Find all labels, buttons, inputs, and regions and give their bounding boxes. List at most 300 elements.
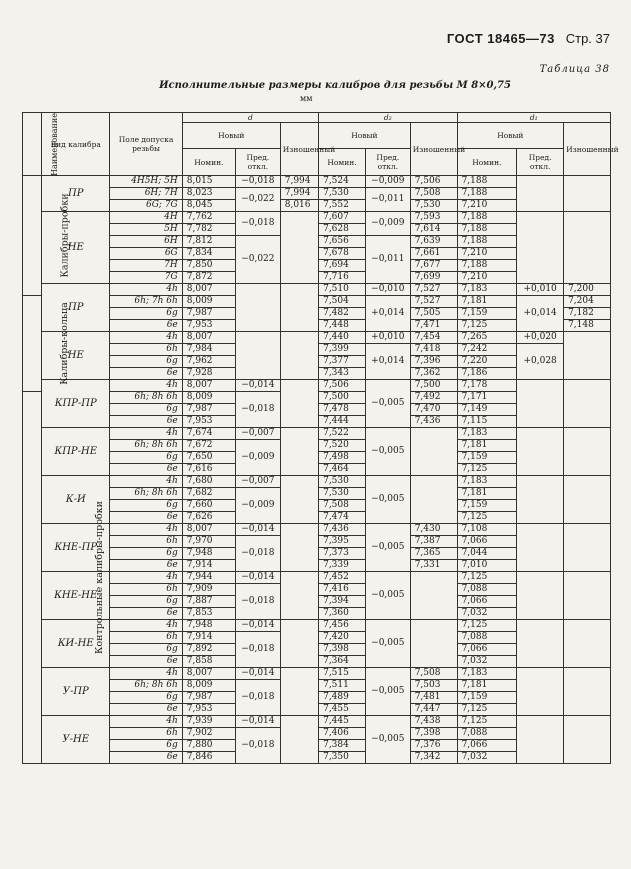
d1-nominal: 7,181 xyxy=(457,296,517,308)
tolerance-field: 4h xyxy=(110,428,182,440)
col-tolerance-header: Поле допуска резьбы xyxy=(110,113,182,176)
d-deviation: −0,018 xyxy=(236,632,281,668)
d2-nominal: 7,520 xyxy=(319,440,366,452)
d2-worn: 7,387 xyxy=(410,536,457,548)
d2-worn: 7,438 xyxy=(410,716,457,728)
calibre-kind: КНЕ-НЕ xyxy=(42,572,110,620)
d2-nominal: 7,530 xyxy=(319,476,366,488)
tolerance-field: 5H xyxy=(110,224,182,236)
d-nominal: 7,850 xyxy=(182,260,235,272)
d1-worn xyxy=(564,176,611,212)
d-nominal: 7,834 xyxy=(182,248,235,260)
d2-nominal: 7,607 xyxy=(319,212,366,224)
d-nominal: 7,987 xyxy=(182,404,235,416)
d1-nominal: 7,125 xyxy=(457,716,517,728)
tolerance-field: 4h xyxy=(110,476,182,488)
d2-worn: 7,471 xyxy=(410,320,457,332)
d2-nominal: 7,445 xyxy=(319,716,366,728)
d2-nominal: 7,343 xyxy=(319,368,366,380)
table-row xyxy=(23,668,611,680)
d1-nominal: 7,032 xyxy=(457,608,517,620)
d-deviation xyxy=(236,332,281,380)
d1-nominal: 7,088 xyxy=(457,728,517,740)
tolerance-field: 6g xyxy=(110,740,182,752)
d2-nominal: 7,504 xyxy=(319,296,366,308)
d1-nominal: 7,210 xyxy=(457,200,517,212)
d-worn xyxy=(280,212,318,284)
d2-nominal: 7,524 xyxy=(319,176,366,188)
d1-nominal: 7,159 xyxy=(457,308,517,320)
d1-deviation: +0,010 xyxy=(517,284,564,296)
d-nominal: 7,858 xyxy=(182,656,235,668)
d-nominal: 7,953 xyxy=(182,320,235,332)
d-worn xyxy=(280,524,318,572)
d1-dev-header: Пред. откл. xyxy=(517,149,564,176)
d2-worn: 7,342 xyxy=(410,752,457,764)
d-nominal: 7,887 xyxy=(182,596,235,608)
d-worn xyxy=(280,380,318,428)
d2-worn-header: Изношенный xyxy=(410,123,457,176)
calibre-kind: У-НЕ xyxy=(42,716,110,764)
calibre-kind: ПР xyxy=(42,176,110,212)
col-d1-header: d₁ xyxy=(457,113,610,123)
d2-worn: 7,436 xyxy=(410,416,457,428)
d2-nominal: 7,694 xyxy=(319,260,366,272)
d-nominal: 7,660 xyxy=(182,500,235,512)
d-nominal: 7,872 xyxy=(182,272,235,284)
table-row xyxy=(23,620,611,632)
calibre-kind: КИ-НЕ xyxy=(42,620,110,668)
d1-nominal: 7,088 xyxy=(457,632,517,644)
d2-nominal: 7,339 xyxy=(319,560,366,572)
d-nominal: 7,948 xyxy=(182,620,235,632)
d1-nominal: 7,115 xyxy=(457,416,517,428)
d2-deviation: −0,005 xyxy=(365,572,410,620)
d1-nominal: 7,032 xyxy=(457,752,517,764)
d2-nominal: 7,416 xyxy=(319,584,366,596)
d-deviation: −0,014 xyxy=(236,572,281,584)
d1-nom-header: Номин. xyxy=(457,149,517,176)
d2-worn: 7,447 xyxy=(410,704,457,716)
d1-worn xyxy=(564,428,611,476)
d2-nominal: 7,448 xyxy=(319,320,366,332)
d2-deviation: +0,014 xyxy=(365,344,410,380)
table-row xyxy=(23,572,611,584)
d2-nominal: 7,716 xyxy=(319,272,366,284)
table-row xyxy=(23,284,611,296)
tolerance-field: 4H xyxy=(110,212,182,224)
d-deviation: −0,014 xyxy=(236,620,281,632)
d1-deviation xyxy=(517,668,564,716)
d-deviation: −0,009 xyxy=(236,488,281,524)
tolerance-field: 6h; 7h 6h xyxy=(110,296,182,308)
d2-worn xyxy=(410,620,457,668)
col-d2-header: d₂ xyxy=(319,113,457,123)
d2-nominal: 7,511 xyxy=(319,680,366,692)
d1-nominal: 7,183 xyxy=(457,284,517,296)
d1-worn xyxy=(564,332,611,380)
tolerance-field: 6e xyxy=(110,752,182,764)
d-nominal: 7,944 xyxy=(182,572,235,584)
d2-worn: 7,430 xyxy=(410,524,457,536)
d1-nominal: 7,159 xyxy=(457,500,517,512)
d1-worn: 7,204 xyxy=(564,296,611,308)
tolerance-field: 4h xyxy=(110,380,182,392)
d-nominal: 7,909 xyxy=(182,584,235,596)
table-body xyxy=(23,176,611,764)
d-nominal: 7,680 xyxy=(182,476,235,488)
d1-nominal: 7,188 xyxy=(457,212,517,224)
d2-nominal: 7,373 xyxy=(319,548,366,560)
calibre-kind: У-ПР xyxy=(42,668,110,716)
d2-nominal: 7,506 xyxy=(319,380,366,392)
tolerance-field: 6e xyxy=(110,608,182,620)
d2-nominal: 7,440 xyxy=(319,332,366,344)
tolerance-field: 6g xyxy=(110,308,182,320)
table-row xyxy=(23,524,611,536)
d2-worn: 7,492 xyxy=(410,392,457,404)
d2-nominal: 7,420 xyxy=(319,632,366,644)
d-nominal: 8,007 xyxy=(182,524,235,536)
tolerance-field: 6h xyxy=(110,536,182,548)
table-row xyxy=(23,716,611,728)
d1-worn xyxy=(564,668,611,716)
d2-worn: 7,503 xyxy=(410,680,457,692)
d2-worn: 7,418 xyxy=(410,344,457,356)
tolerance-field: 4h xyxy=(110,716,182,728)
d1-nominal: 7,044 xyxy=(457,548,517,560)
tolerance-field: 6g xyxy=(110,596,182,608)
d-worn xyxy=(280,428,318,476)
tolerance-field: 4H5H; 5H xyxy=(110,176,182,188)
d2-deviation: −0,005 xyxy=(365,668,410,716)
d2-nominal: 7,498 xyxy=(319,452,366,464)
d2-nominal: 7,500 xyxy=(319,392,366,404)
d1-nominal: 7,125 xyxy=(457,620,517,632)
d1-nominal: 7,183 xyxy=(457,428,517,440)
d-worn xyxy=(280,332,318,380)
tolerance-field: 6h; 8h 6h xyxy=(110,440,182,452)
d1-nominal: 7,066 xyxy=(457,740,517,752)
tolerance-field: 6H xyxy=(110,236,182,248)
tolerance-field: 6g xyxy=(110,548,182,560)
d-nominal: 7,953 xyxy=(182,416,235,428)
calibre-kind: КНЕ-ПР xyxy=(42,524,110,572)
d2-deviation: −0,010 xyxy=(365,284,410,296)
tolerance-field: 6e xyxy=(110,704,182,716)
d-nominal: 8,007 xyxy=(182,284,235,296)
tolerance-field: 6h xyxy=(110,344,182,356)
d-deviation: −0,018 xyxy=(236,392,281,428)
tolerance-field: 7G xyxy=(110,272,182,284)
d2-nominal: 7,530 xyxy=(319,488,366,500)
d-nominal: 7,928 xyxy=(182,368,235,380)
d2-nominal: 7,515 xyxy=(319,668,366,680)
d2-nom-header: Номин. xyxy=(319,149,366,176)
d2-nominal: 7,455 xyxy=(319,704,366,716)
tolerance-field: 6e xyxy=(110,320,182,332)
d2-nominal: 7,508 xyxy=(319,500,366,512)
d-deviation: −0,018 xyxy=(236,584,281,620)
d1-deviation xyxy=(517,176,564,212)
d-nominal: 8,009 xyxy=(182,296,235,308)
d1-nominal: 7,088 xyxy=(457,584,517,596)
d-deviation: −0,014 xyxy=(236,380,281,392)
page-header xyxy=(380,31,610,46)
d2-nominal: 7,464 xyxy=(319,464,366,476)
d-nominal: 7,650 xyxy=(182,452,235,464)
d2-nominal: 7,394 xyxy=(319,596,366,608)
d-nominal: 7,948 xyxy=(182,548,235,560)
tolerance-field: 4h xyxy=(110,284,182,296)
d1-worn: 7,200 xyxy=(564,284,611,296)
d-nominal: 7,880 xyxy=(182,740,235,752)
d2-dev-header: Пред. откл. xyxy=(365,149,410,176)
d2-deviation: +0,010 xyxy=(365,332,410,344)
calibre-kind: ПР xyxy=(42,284,110,332)
tolerance-field: 6g xyxy=(110,404,182,416)
d-nominal: 7,853 xyxy=(182,608,235,620)
d1-nominal: 7,183 xyxy=(457,476,517,488)
d1-worn xyxy=(564,212,611,284)
d2-worn: 7,677 xyxy=(410,260,457,272)
d1-nominal: 7,149 xyxy=(457,404,517,416)
d-nominal: 8,009 xyxy=(182,392,235,404)
d2-nominal: 7,522 xyxy=(319,428,366,440)
d-deviation xyxy=(236,284,281,332)
d2-nominal: 7,398 xyxy=(319,644,366,656)
d-deviation: −0,009 xyxy=(236,440,281,476)
d2-deviation: +0,014 xyxy=(365,296,410,332)
d-nominal: 8,045 xyxy=(182,200,235,212)
d-nominal: 7,984 xyxy=(182,344,235,356)
tolerance-field: 6h xyxy=(110,584,182,596)
d-nominal: 7,762 xyxy=(182,212,235,224)
d1-nominal: 7,181 xyxy=(457,680,517,692)
d2-nominal: 7,350 xyxy=(319,752,366,764)
d-deviation: −0,007 xyxy=(236,428,281,440)
d1-nominal: 7,242 xyxy=(457,344,517,356)
d-deviation: −0,018 xyxy=(236,536,281,572)
tolerance-field: 6e xyxy=(110,656,182,668)
d2-worn: 7,508 xyxy=(410,188,457,200)
d2-worn: 7,365 xyxy=(410,548,457,560)
d2-nominal: 7,456 xyxy=(319,620,366,632)
d2-worn: 7,470 xyxy=(410,404,457,416)
d2-worn: 7,639 xyxy=(410,236,457,248)
table-row xyxy=(23,428,611,440)
tolerance-field: 6g xyxy=(110,500,182,512)
d2-nominal: 7,478 xyxy=(319,404,366,416)
d-nominal: 7,987 xyxy=(182,692,235,704)
calibre-kind: НЕ xyxy=(42,332,110,380)
d-nominal: 7,682 xyxy=(182,488,235,500)
d-nominal: 7,892 xyxy=(182,644,235,656)
tolerance-field: 6e xyxy=(110,416,182,428)
d-nominal: 7,970 xyxy=(182,536,235,548)
d1-worn xyxy=(564,524,611,572)
table-row xyxy=(23,212,611,224)
group-label: Контрольные калибры-пробки xyxy=(23,392,42,764)
d2-nominal: 7,678 xyxy=(319,248,366,260)
d-deviation: −0,007 xyxy=(236,476,281,488)
d-deviation: −0,014 xyxy=(236,716,281,728)
d-worn xyxy=(280,572,318,620)
tolerance-field: 6e xyxy=(110,560,182,572)
tolerance-field: 6h; 8h 6h xyxy=(110,392,182,404)
d2-nominal: 7,360 xyxy=(319,608,366,620)
d1-deviation xyxy=(517,428,564,476)
d-nominal: 7,616 xyxy=(182,464,235,476)
col-kind-header: Вид калибра xyxy=(42,113,110,176)
d1-worn xyxy=(564,380,611,428)
d2-worn: 7,331 xyxy=(410,560,457,572)
d1-nominal: 7,010 xyxy=(457,560,517,572)
d-nominal: 7,953 xyxy=(182,704,235,716)
d1-nominal: 7,171 xyxy=(457,392,517,404)
d2-worn: 7,398 xyxy=(410,728,457,740)
d2-nominal: 7,444 xyxy=(319,416,366,428)
tolerance-field: 6e xyxy=(110,464,182,476)
d2-nominal: 7,406 xyxy=(319,728,366,740)
d-nom-header: Номин. xyxy=(182,149,235,176)
d-dev-header: Пред. откл. xyxy=(236,149,281,176)
d-nominal: 7,846 xyxy=(182,752,235,764)
d2-deviation: −0,005 xyxy=(365,476,410,524)
group-label: Калибры-кольца xyxy=(23,296,42,392)
d2-deviation: −0,005 xyxy=(365,620,410,668)
d-nominal: 7,782 xyxy=(182,224,235,236)
d2-deviation: −0,005 xyxy=(365,428,410,476)
d-nominal: 8,015 xyxy=(182,176,235,188)
tolerance-field: 6H; 7H xyxy=(110,188,182,200)
d1-worn xyxy=(564,476,611,524)
tolerance-field: 6g xyxy=(110,356,182,368)
d2-nominal: 7,436 xyxy=(319,524,366,536)
d2-worn: 7,614 xyxy=(410,224,457,236)
d2-nominal: 7,552 xyxy=(319,200,366,212)
d2-nominal: 7,482 xyxy=(319,308,366,320)
d-deviation: −0,018 xyxy=(236,212,281,236)
d2-worn xyxy=(410,428,457,476)
d-worn-header: Изношенный xyxy=(280,123,318,176)
d1-deviation xyxy=(517,212,564,284)
d2-nominal: 7,489 xyxy=(319,692,366,704)
d2-nominal: 7,395 xyxy=(319,536,366,548)
tolerance-field: 4h xyxy=(110,524,182,536)
d-nominal: 7,674 xyxy=(182,428,235,440)
d-worn xyxy=(280,476,318,524)
d1-nominal: 7,183 xyxy=(457,668,517,680)
d1-new-header: Новый xyxy=(457,123,564,149)
d1-deviation xyxy=(517,716,564,764)
d-nominal: 8,007 xyxy=(182,668,235,680)
tolerance-field: 4h xyxy=(110,620,182,632)
d2-new-header: Новый xyxy=(319,123,411,149)
d2-nominal: 7,399 xyxy=(319,344,366,356)
calibre-kind: НЕ xyxy=(42,212,110,284)
d2-nominal: 7,364 xyxy=(319,656,366,668)
d1-deviation: +0,014 xyxy=(517,296,564,332)
d1-deviation xyxy=(517,572,564,620)
d1-nominal: 7,159 xyxy=(457,692,517,704)
d-deviation: −0,014 xyxy=(236,524,281,536)
d1-nominal: 7,159 xyxy=(457,452,517,464)
d-worn: 7,994 xyxy=(280,176,318,188)
d1-nominal: 7,188 xyxy=(457,260,517,272)
d-worn xyxy=(280,284,318,332)
d2-nominal: 7,510 xyxy=(319,284,366,296)
d2-worn: 7,530 xyxy=(410,200,457,212)
d-deviation: −0,018 xyxy=(236,728,281,764)
d2-worn: 7,505 xyxy=(410,308,457,320)
d-new-header: Новый xyxy=(182,123,280,149)
d1-nominal: 7,220 xyxy=(457,356,517,368)
d-nominal: 7,914 xyxy=(182,560,235,572)
d2-nominal: 7,656 xyxy=(319,236,366,248)
d-nominal: 8,009 xyxy=(182,680,235,692)
d1-nominal: 7,178 xyxy=(457,380,517,392)
d2-worn: 7,699 xyxy=(410,272,457,284)
d2-deviation: −0,009 xyxy=(365,176,410,188)
page-number: Стр. 37 xyxy=(565,31,610,46)
d2-nominal: 7,452 xyxy=(319,572,366,584)
table-row xyxy=(23,332,611,344)
tolerance-field: 6g xyxy=(110,644,182,656)
d1-nominal: 7,125 xyxy=(457,512,517,524)
d-nominal: 7,914 xyxy=(182,632,235,644)
d2-worn: 7,396 xyxy=(410,356,457,368)
gauge-dimensions-table xyxy=(22,112,619,764)
d-nominal: 7,812 xyxy=(182,236,235,248)
d-worn xyxy=(280,716,318,764)
d2-nominal: 7,628 xyxy=(319,224,366,236)
tolerance-field: 6h; 8h 6h xyxy=(110,680,182,692)
d2-worn: 7,661 xyxy=(410,248,457,260)
d2-deviation: −0,009 xyxy=(365,212,410,236)
table-row xyxy=(23,476,611,488)
d1-deviation xyxy=(517,380,564,428)
d1-nominal: 7,210 xyxy=(457,272,517,284)
d-deviation: −0,022 xyxy=(236,188,281,212)
table-row xyxy=(23,176,611,188)
tolerance-field: 6G xyxy=(110,248,182,260)
d1-nominal: 7,125 xyxy=(457,572,517,584)
d2-nominal: 7,384 xyxy=(319,740,366,752)
d-worn: 8,016 xyxy=(280,200,318,212)
d-nominal: 7,902 xyxy=(182,728,235,740)
d1-nominal: 7,125 xyxy=(457,464,517,476)
d1-worn: 7,182 xyxy=(564,308,611,320)
tolerance-field: 6e xyxy=(110,512,182,524)
d2-worn: 7,500 xyxy=(410,380,457,392)
d1-worn xyxy=(564,620,611,668)
d2-nominal: 7,530 xyxy=(319,188,366,200)
col-d-header: d xyxy=(182,113,318,123)
d2-worn: 7,481 xyxy=(410,692,457,704)
d1-nominal: 7,188 xyxy=(457,176,517,188)
d-nominal: 7,672 xyxy=(182,440,235,452)
group-label: Калибры-пробки xyxy=(23,176,42,296)
d2-worn: 7,593 xyxy=(410,212,457,224)
d-deviation: −0,022 xyxy=(236,236,281,284)
d-deviation: −0,014 xyxy=(236,668,281,680)
d2-worn: 7,362 xyxy=(410,368,457,380)
col-name-header: Наименование xyxy=(23,113,42,176)
table-title: Исполнительные размеры калибров для резьбы M 8×0,75 xyxy=(159,80,511,91)
d1-nominal: 7,181 xyxy=(457,488,517,500)
d1-nominal: 7,188 xyxy=(457,188,517,200)
